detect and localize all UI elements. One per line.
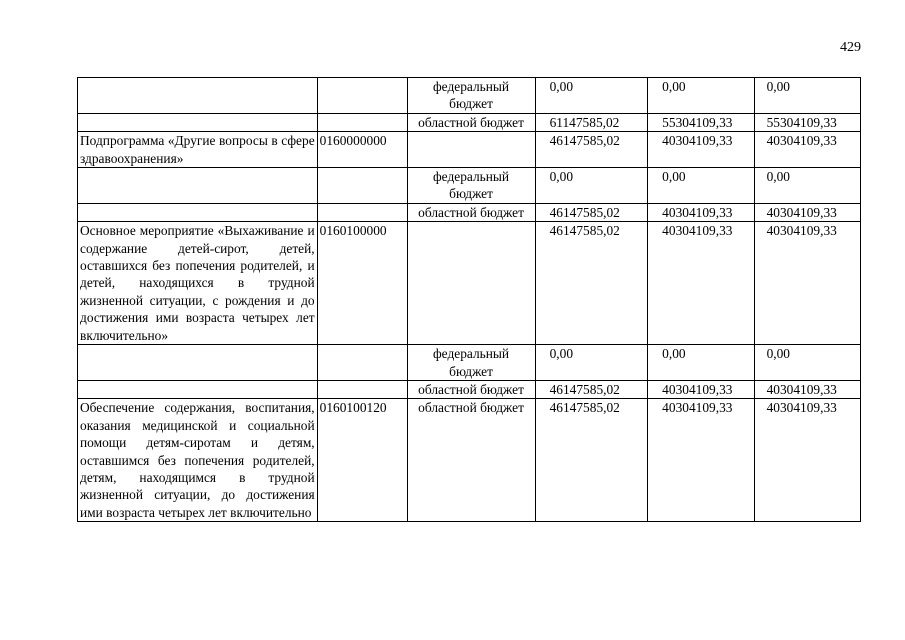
row-value-3: 0,00 [754, 168, 860, 204]
row-code: 0160100000 [317, 222, 407, 345]
row-value-3: 40304109,33 [754, 380, 860, 398]
row-value-2: 40304109,33 [648, 222, 754, 345]
row-code [317, 203, 407, 221]
row-source: областной бюджет [407, 113, 535, 131]
row-source: областной бюджет [407, 203, 535, 221]
row-value-2: 55304109,33 [648, 113, 754, 131]
row-code [317, 78, 407, 114]
row-value-2: 0,00 [648, 78, 754, 114]
row-value-3: 40304109,33 [754, 203, 860, 221]
row-value-1: 46147585,02 [535, 203, 648, 221]
row-name [78, 203, 318, 221]
page-number: 429 [840, 40, 861, 55]
row-name: Основное мероприятие «Выхаживание и содержание детей-сирот, детей, оставшихся без попечения родителей, и детей, находящихся в трудной жизненной ситуации, с рождения и до достижения ими возраста четырех лет включительно» [78, 222, 318, 345]
row-code [317, 168, 407, 204]
table-row [78, 345, 861, 381]
row-value-1: 61147585,02 [535, 113, 648, 131]
table-row [78, 168, 861, 204]
row-source: федеральный бюджет [407, 168, 535, 204]
row-source: областной бюджет [407, 399, 535, 522]
row-source [407, 132, 535, 168]
row-name [78, 380, 318, 398]
row-value-2: 0,00 [648, 168, 754, 204]
row-source: федеральный бюджет [407, 345, 535, 381]
row-code [317, 345, 407, 381]
table-row [78, 132, 861, 168]
table-row [78, 380, 861, 398]
row-source [407, 222, 535, 345]
row-value-3: 40304109,33 [754, 399, 860, 522]
row-value-1: 46147585,02 [535, 380, 648, 398]
row-value-2: 0,00 [648, 345, 754, 381]
row-value-2: 40304109,33 [648, 203, 754, 221]
row-name [78, 345, 318, 381]
row-code [317, 113, 407, 131]
row-value-3: 0,00 [754, 345, 860, 381]
row-name [78, 113, 318, 131]
row-code: 0160100120 [317, 399, 407, 522]
row-value-1: 0,00 [535, 345, 648, 381]
row-value-1: 46147585,02 [535, 222, 648, 345]
table-row [78, 203, 861, 221]
row-value-1: 46147585,02 [535, 132, 648, 168]
row-code: 0160000000 [317, 132, 407, 168]
row-value-1: 46147585,02 [535, 399, 648, 522]
row-value-3: 0,00 [754, 78, 860, 114]
row-source: областной бюджет [407, 380, 535, 398]
row-value-1: 0,00 [535, 78, 648, 114]
row-value-3: 55304109,33 [754, 113, 860, 131]
row-name [78, 168, 318, 204]
table-row [78, 399, 861, 522]
row-value-2: 40304109,33 [648, 399, 754, 522]
row-value-3: 40304109,33 [754, 132, 860, 168]
row-value-2: 40304109,33 [648, 132, 754, 168]
row-source: федеральный бюджет [407, 78, 535, 114]
row-value-3: 40304109,33 [754, 222, 860, 345]
row-value-1: 0,00 [535, 168, 648, 204]
row-code [317, 380, 407, 398]
row-value-2: 40304109,33 [648, 380, 754, 398]
table-row [78, 78, 861, 114]
table-row [78, 113, 861, 131]
table-row [78, 222, 861, 345]
row-name: Подпрограмма «Другие вопросы в сфере здравоохранения» [78, 132, 318, 168]
row-name: Обеспечение содержания, воспитания, оказания медицинской и социальной помощи детям-сиротам и детям, оставшимся без попечения родителей, детям, находящимся в трудной жизненной ситуации, до достижения ими возраста четырех лет включительно [78, 399, 318, 522]
row-name [78, 78, 318, 114]
budget-table [77, 77, 861, 522]
